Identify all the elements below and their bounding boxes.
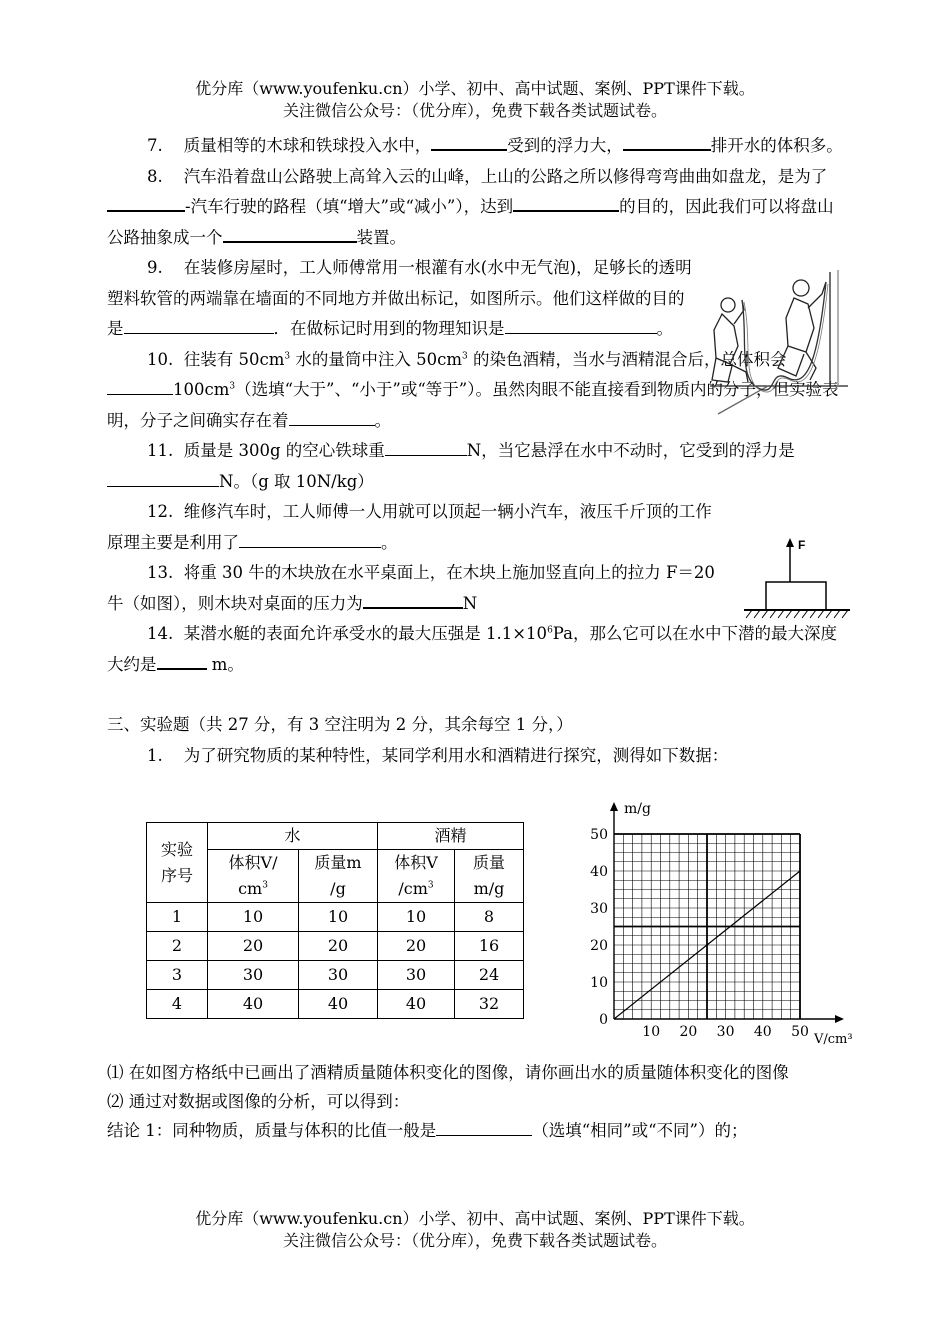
question-number: 14. — [147, 624, 174, 643]
table-cell: 30 — [208, 961, 299, 990]
question-text: 装置。 — [356, 227, 406, 247]
superscript: 6 — [547, 625, 553, 636]
question-text: 往装有 50cm — [183, 349, 285, 369]
question-text: N。（g 取 10N/kg） — [219, 471, 374, 491]
workers-illustration — [708, 268, 850, 416]
question-text: 结论 1：同种物质，质量与体积的比值一般是 — [107, 1121, 437, 1140]
page-header — [0, 78, 950, 122]
conclusion-1 — [107, 1116, 850, 1145]
y-axis-label: m/g — [624, 801, 651, 817]
question-text: 质量相等的木球和铁球投入水中， — [183, 136, 432, 155]
answer-blank[interactable] — [239, 529, 381, 548]
experiment-data-table — [146, 822, 524, 1019]
table-cell: 20 — [378, 932, 455, 961]
y-tick-label: 40 — [590, 864, 608, 880]
y-tick-label: 50 — [590, 827, 608, 843]
table-row — [147, 961, 524, 990]
question-text: N，当它悬浮在水中不动时，它受到的浮力是 — [466, 441, 795, 460]
question-number: 8. — [147, 166, 163, 186]
sub-question-1: ⑴ 在如图方格纸中已画出了酒精质量随体积变化的图像，请你画出水的质量随体积变化的图像 — [107, 1063, 789, 1082]
question-9 — [107, 253, 692, 345]
question-text: 受到的浮力大， — [507, 136, 623, 155]
y-tick-label: 20 — [590, 938, 608, 954]
footer-line-2: 关注微信公众号：（优分库），免费下载各类试题试卷。 — [282, 1231, 667, 1250]
section-3-title: 三、实验题（共 27 分，有 3 空注明为 2 分，其余每空 1 分，） — [107, 715, 573, 734]
table-cell: 20 — [299, 932, 378, 961]
sub-questions — [107, 1058, 850, 1145]
question-text: 某潜水艇的表面允许承受水的最大压强是 1.1×10 — [183, 624, 548, 643]
answer-blank[interactable] — [363, 589, 463, 609]
question-text: 质量是 300g 的空心铁球重 — [183, 441, 385, 460]
question-8 — [107, 162, 850, 254]
page-footer — [0, 1208, 950, 1252]
y-axis-arrow — [610, 802, 618, 811]
question-text: N — [462, 593, 478, 613]
table-cell: 40 — [208, 990, 299, 1019]
table-cell: 8 — [455, 903, 524, 932]
wood-block — [766, 582, 826, 610]
table-cell: 4 — [147, 990, 208, 1019]
question-11 — [107, 436, 850, 497]
question-12 — [107, 497, 727, 558]
table-row — [147, 932, 524, 961]
question-text: 维修汽车时，工人师傅一人用就可以顶起一辆小汽车，液压千斤顶的工作原理主要是利用了 — [107, 502, 712, 552]
table-cell: 10 — [299, 903, 378, 932]
question-text: 排开水的体积多。 — [710, 136, 843, 155]
question-number: 12. — [147, 502, 174, 521]
worker-left-head — [721, 298, 735, 312]
question-text: 在装修房屋时，工人师傅常用一根灌有水(水中无气泡)，足够长的透明塑料软管的两端靠在墙面的不同地方并做出标记，如图所示。他们这样做的目的是 — [107, 258, 692, 338]
header-line-2: 关注微信公众号：（优分库），免费下载各类试题试卷。 — [282, 101, 667, 120]
question-text: （选填“大于”、“小于”或“等于”）。虽然肉眼不能直接看到物质内的分子，但实验表明，分子之间确实存在着 — [107, 380, 839, 430]
question-number: 11. — [147, 441, 174, 460]
answer-blank[interactable] — [623, 131, 711, 151]
x-tick-label: 50 — [791, 1024, 809, 1040]
superscript: 3 — [284, 351, 291, 361]
question-text: 。 — [374, 410, 391, 430]
chart-labels — [590, 801, 852, 1045]
question-text: Pa，那么它可以在水中下潜的最大深度大约是 — [107, 624, 837, 674]
answer-blank[interactable] — [289, 407, 375, 426]
x-tick-label: 40 — [753, 1024, 772, 1040]
question-text: 。 — [381, 532, 398, 552]
answer-blank[interactable] — [513, 192, 619, 212]
x-tick-label: 20 — [679, 1024, 698, 1040]
y-tick-label: 30 — [590, 901, 608, 917]
block-force-diagram — [738, 536, 854, 628]
table-cell: 40 — [299, 990, 378, 1019]
question-number: 9. — [147, 258, 163, 277]
question-14 — [107, 619, 850, 680]
header-line-1: 优分库（www.youfenku.cn）小学、初中、高中试题、案例、PPT课件下载。 — [195, 79, 755, 98]
table-cell: 30 — [299, 961, 378, 990]
footer-line-1: 优分库（www.youfenku.cn）小学、初中、高中试题、案例、PPT课件下载。 — [195, 1209, 755, 1228]
answer-blank[interactable] — [385, 437, 467, 456]
question-number: 1. — [147, 745, 163, 765]
answer-blank[interactable] — [157, 650, 207, 670]
answer-blank[interactable] — [223, 223, 357, 243]
superscript: 3 — [229, 381, 236, 392]
question-text: 的染色酒精，当水与酒精混合后，总体积会 — [467, 349, 787, 369]
chart-grid — [614, 834, 800, 1019]
header-cell: 质量m /g — [299, 850, 378, 903]
question-number: 10. — [147, 349, 174, 369]
question-text: 的目的，因此我们可以将盘山公路抽象成一个 — [107, 197, 834, 247]
question-text: （选填“相同”或“不同”）的； — [532, 1121, 748, 1140]
header-cell: 质量 m/g — [455, 850, 524, 903]
question-text: 水的量筒中注入 50cm — [290, 349, 462, 369]
x-axis-label: V/cm³ — [814, 1032, 853, 1045]
table-cell: 2 — [147, 932, 208, 961]
header-cell: 体积V $/cm^3$ — [378, 850, 455, 903]
force-arrow-head — [786, 538, 794, 547]
header-cell-water: 水 — [208, 823, 378, 850]
table-cell: 10 — [378, 903, 455, 932]
question-13 — [107, 558, 729, 619]
table-cell: 40 — [378, 990, 455, 1019]
worker-right-head — [793, 280, 809, 296]
header-cell: 实验 序号 — [147, 823, 208, 903]
table-cell: 30 — [378, 961, 455, 990]
answer-blank[interactable] — [436, 1117, 532, 1136]
table-cell: 16 — [455, 932, 524, 961]
table-cell: 20 — [208, 932, 299, 961]
superscript: 3 — [462, 351, 468, 361]
question-text: 汽车沿着盘山公路驶上高耸入云的山峰，上山的公路之所以修得弯弯曲曲如盘龙，是为了 — [183, 166, 828, 186]
answer-blank[interactable] — [107, 468, 219, 487]
y-tick-label: 10 — [590, 975, 608, 991]
mass-volume-chart — [588, 800, 858, 1045]
question-number: 13. — [147, 563, 174, 582]
x-axis-arrow — [835, 1015, 844, 1023]
answer-blank[interactable] — [505, 315, 657, 334]
question-text: 为了研究物质的某种特性，某同学利用水和酒精进行探究，测得如下数据： — [183, 745, 729, 765]
answer-blank[interactable] — [107, 192, 185, 212]
question-number: 7. — [147, 136, 163, 155]
table-cell: 10 — [208, 903, 299, 932]
question-text: -汽车行驶的路程（填“增大”或“减小”），达到 — [185, 197, 514, 216]
x-tick-label: 10 — [642, 1024, 661, 1040]
table-cell: 1 — [147, 903, 208, 932]
table-row — [147, 990, 524, 1019]
chart-axes — [610, 802, 844, 1023]
question-text: ．在做标记时用到的物理知识是 — [273, 319, 505, 338]
answer-blank[interactable] — [107, 376, 173, 395]
question-list — [107, 131, 850, 771]
table-row — [147, 903, 524, 932]
y-tick-label: 0 — [599, 1012, 608, 1028]
header-cell-alcohol: 酒精 — [378, 823, 524, 850]
question-text: 。 — [656, 319, 673, 338]
question-text: 100cm — [173, 380, 230, 399]
table-cell: 24 — [455, 961, 524, 990]
question-text: m。 — [206, 654, 244, 674]
force-label: F — [798, 538, 806, 552]
table-cell: 32 — [455, 990, 524, 1019]
table-cell: 3 — [147, 961, 208, 990]
answer-blank[interactable] — [124, 315, 274, 334]
question-text: 将重 30 牛的木块放在水平桌面上，在木块上施加竖直向上的拉力 F＝20 牛（如图），则木块对桌面的压力为 — [107, 563, 715, 613]
question-7 — [107, 131, 850, 162]
answer-blank[interactable] — [431, 131, 507, 151]
sub-question-2: ⑵ 通过对数据或图像的分析，可以得到： — [107, 1092, 410, 1111]
header-cell: 体积V/ $cm^3$ — [208, 850, 299, 903]
x-tick-label: 30 — [716, 1024, 735, 1040]
experiment-1 — [107, 741, 850, 772]
